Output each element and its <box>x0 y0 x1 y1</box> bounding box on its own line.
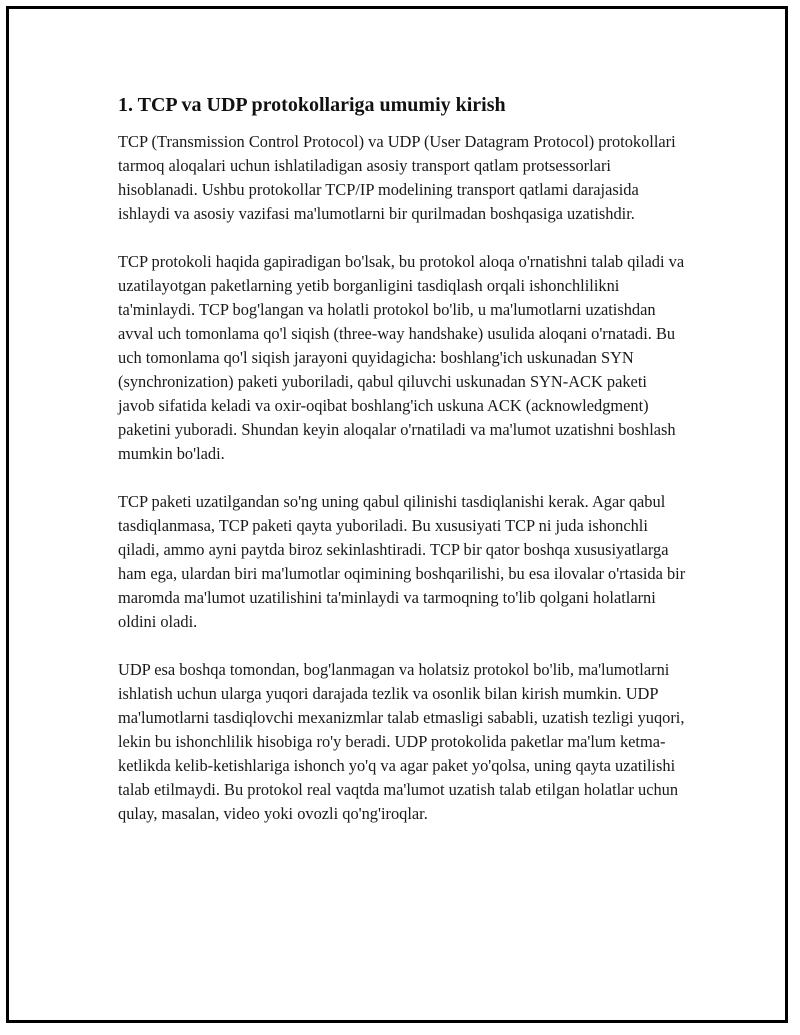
paragraph-tcp-handshake: TCP protokoli haqida gapiradigan bo'lsak, bu protokol aloqa o'rnatishni talab qiladi va uzatilayotgan paketlarning yetib borganligini tasdiqlash orqali ishonchlilikni ta'minlaydi. TCP bog'langan va holatli protokol bo'lib, u ma'lumotlarni uzatishdan avval uch tomonlama qo'l siqish (three-way handshake) usulida aloqani o'rnatadi. Bu uch tomonlama qo'l siqish jarayoni quyidagicha: boshlang'ich uskunadan SYN (synchronization) paketi yuboriladi, qabul qiluvchi uskunadan SYN-ACK paketi javob sifatida keladi va oxir-oqibat boshlang'ich uskuna ACK (acknowledgment) paketini yuboradi. Shundan keyin aloqalar o'rnatiladi va ma'lumot uzatishni boshlash mumkin bo'ladi. <box>118 252 685 463</box>
document-body <box>118 92 686 850</box>
paragraph-intro: TCP (Transmission Control Protocol) va UDP (User Datagram Protocol) protokollari tarmoq aloqalari uchun ishlatiladigan asosiy transport qatlam protsessorlari hisoblanadi. Ushbu protokollar TCP/IP modelining transport qatlami darajasida ishlaydi va asosiy vazifasi ma'lumotlarni bir qurilmadan boshqasiga uzatishdir. <box>118 132 676 223</box>
section-heading: 1. TCP va UDP protokollariga umumiy kirish <box>118 94 506 116</box>
paragraph-udp: UDP esa boshqa tomondan, bog'lanmagan va holatsiz protokol bo'lib, ma'lumotlarni ishlatish uchun ularga yuqori darajada tezlik va osonlik bilan kirish mumkin. UDP ma'lumotlarni tasdiqlovchi mexanizmlar talab etmasligi sababli, uzatish tezligi yuqori, lekin bu ishonchlilik hisobiga ro'y beradi. UDP protokolida paketlar ma'lum ketma-ketlikda kelib-ketishlariga ishonch yo'q va agar paket yo'qolsa, uning qayta uzatilishi talab etilmaydi. Bu protokol real vaqtda ma'lumot uzatish talab etilgan holatlar uchun qulay, masalan, video yoki ovozli qo'ng'iroqlar. <box>118 660 685 823</box>
paragraph-tcp-reliability: TCP paketi uzatilgandan so'ng uning qabul qilinishi tasdiqlanishi kerak. Agar qabul tasdiqlanmasa, TCP paketi qayta yuboriladi. Bu xususiyati TCP ni juda ishonchli qiladi, ammo ayni paytda biroz sekinlashtiradi. TCP bir qator boshqa xususiyatlarga ham ega, ulardan biri ma'lumotlar oqimining boshqarilishi, bu esa ilovalar o'rtasida bir maromda ma'lumot uzatilishini ta'minlaydi va tarmoqning to'lib qolgani holatlarni oldini oladi. <box>118 492 686 631</box>
